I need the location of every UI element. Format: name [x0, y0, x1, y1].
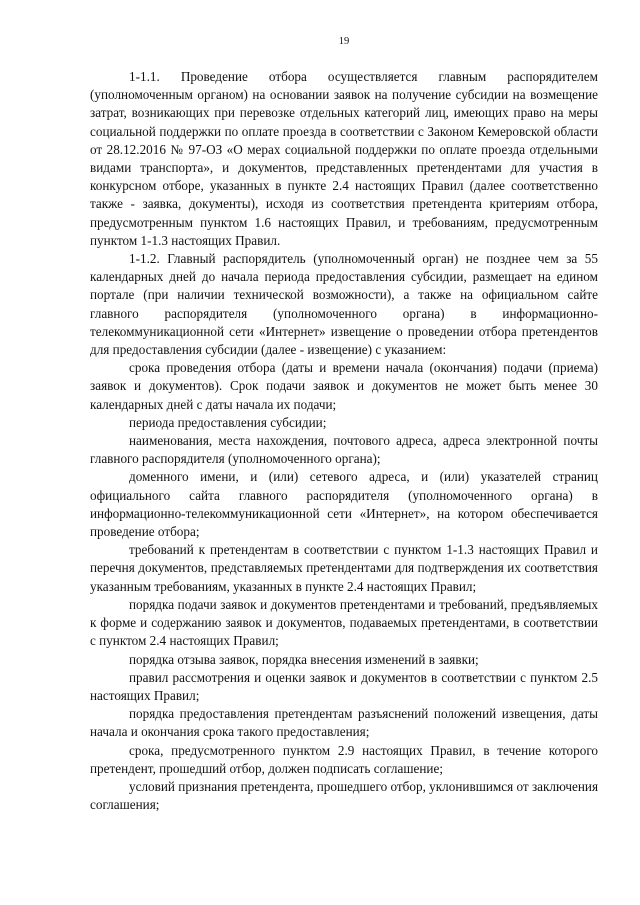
list-item-clarifications: порядка предоставления претендентам разъяснений положений извещения, даты начала и окончания срока такого предоставления;	[90, 706, 598, 740]
list-item-submission-procedure: порядка подачи заявок и документов претендентами и требований, предъявляемых к форме и содержанию заявок и документов, подаваемых претендентами, в соответствии с пунктом 2.4 настоящих Правил;	[90, 596, 598, 649]
list-item-website: доменного имени, и (или) сетевого адреса, и (или) указателей страниц официального сайта главного распорядителя (уполномоченного органа) в информационно-телекоммуникационной сети «Интернет», на котором обеспечивается проведение отбора;	[90, 469, 598, 540]
list-item-subsidy-period: периода предоставления субсидии;	[129, 414, 327, 430]
paragraph-1-1-1: 1-1.1. Проведение отбора осуществляется главным распорядителем (уполномоченным органом) на основании заявок на получение субсидии на возмещение затрат, возникающих при перевозке отдельных категорий лиц, имеющих право на меры социальной поддержки по оплате проезда в соответствии с Законом Кемеровской области от 28.12.2016 № 97-ОЗ «О мерах социальной поддержки по оплате проезда отдельными видами транспорта», и документов, представленных претендентами для участия в конкурсном отборе, указанных в пункте 2.4 настоящих Правил (далее соответственно также - заявка, документы), исходя из соответствия претендента критериям отбора, предусмотренным пунктом 1.6 настоящих Правил, и требованиям, предусмотренным пунктом 1-1.3 настоящих Правил.	[90, 69, 598, 248]
page-number: 19	[338, 36, 350, 47]
document-body	[90, 68, 598, 814]
list-item-signing-term: срока, предусмотренного пунктом 2.9 настоящих Правил, в течение которого претендент, прошедший отбор, должен подписать соглашение;	[90, 742, 598, 776]
list-item-evasion-conditions: условий признания претендента, прошедшего отбор, уклонившимся от заключения соглашения;	[90, 778, 599, 813]
list-item-requirements: требований к претендентам в соответствии с пунктом 1-1.3 настоящих Правил и перечня документов, представляемых претендентами для подтверждения их соответствия указанным требованиям, указанных в пункте 2.4 настоящих Правил;	[90, 542, 598, 594]
list-item-withdrawal: порядка отзыва заявок, порядка внесения изменений в заявки;	[129, 651, 479, 667]
list-item-deadline: срока проведения отбора (даты и времени начала (окончания) подачи (приема) заявок и документов). Срок подачи заявок и документов не может быть менее 30 календарных дней с даты начала их подачи;	[90, 360, 598, 412]
list-item-review-rules: правил рассмотрения и оценки заявок и документов в соответствии с пунктом 2.5 настоящих Правил;	[90, 669, 598, 703]
paragraph-1-1-2: 1-1.2. Главный распорядитель (уполномоченный орган) не позднее чем за 55 календарных дней до начала периода предоставления субсидии, размещает на едином портале (при наличии технической возможности), а также на официальном сайте главного распорядителя (уполномоченного органа) в информационно-телекоммуникационной сети «Интернет» извещение о проведении отбора претендентов для предоставления субсидии (далее - извещение) с указанием:	[90, 251, 598, 358]
list-item-contacts: наименования, места нахождения, почтового адреса, адреса электронной почты главного распорядителя (уполномоченного органа);	[90, 433, 598, 467]
